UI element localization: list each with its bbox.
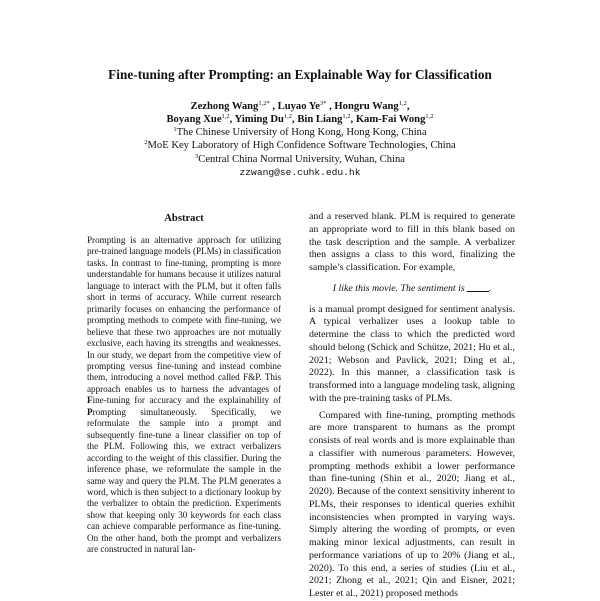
author-affil-mark: 1,2 [425,113,434,120]
affiliation-mark: 3 [195,152,199,160]
body-paragraph: is a manual prompt designed for sentiment analysis. A typical verbalizer uses a lookup table to determine the class to which the predicted word should belong (Schick and Schütze, 2021; Hu et al., 2021; Webson and Pavlick, 2021; Ding et al., 2022). In this manner, a classification task is transformed into a language modeling task, aligning with the pre-training tasks of PLMs. [309,303,515,404]
author-name: Hongru Wang [334,101,399,112]
author-affil-mark: 1,2 [398,100,407,107]
affiliation [0,139,600,152]
affiliation-text: Central China Normal University, Wuhan, China [198,153,405,165]
author-name: Zezhong Wang [190,101,259,112]
abstract-text-part: Prompting is an alternative approach for utilizing pre-trained language models (PLMs) in classification tasks. In contrast to fine-tuning, prompting is more understandable for humans because it utilizes natural language to interact with the PLM, but it often falls short in terms of accuracy. While current research primarily focuses on enhancing the performance of prompting methods to compete with fine-tuning, we believe that these two approaches are not mutually exclusive, each having its strengths and weaknesses. In our study, we depart from the competitive view of prompting versus fine-tuning and instead combine them, introducing a novel method called F&P. This approach enables us to harness the advantages of [87,235,281,394]
abstract-text-part: ine-tuning for accuracy and the explainability of [92,395,281,406]
author-name: Yiming Du [234,114,284,125]
prompt-blank [467,291,489,292]
affiliation [0,153,600,166]
author-name: Bin Liang [297,114,343,125]
paper-title: Fine-tuning after Prompting: an Explainable Way for Classification [108,67,492,82]
affiliation-mark: 1 [173,126,177,133]
author-name: Kam-Fai Wong [355,114,426,125]
author-name: Luyao Ye [277,101,320,112]
contact-email[interactable]: zzwang@se.cuhk.edu.hk [239,167,361,179]
author-affil-mark: 1,2 [283,113,293,120]
body-paragraph: Compared with fine-tuning, prompting methods are more transparent to humans as the prompt consists of real words and is more explainable than a classifier with numerous parameters. However, prompting methods exhibit a lower performance than fine-tuning (Shin et al., 2020; Jiang et al., 2020). Because of the context sensitivity inherent to PLMs, their responses to identical queries exhibit inconsistencies when prompted in varying ways. Simply altering the wording of prompts, or even making minor lexical adjustments, can result in performance variations of up to 20% (Jiang et al., 2020). To this end, a series of studies (Liu et al., 2021; Zhong et al., 2021; Qin and Eisner, 2021; Lester et al., 2021) proposed methods [309,409,515,599]
body-paragraph: and a reserved blank. PLM is required to generate an appropriate word to fill in this blank based on the task description and the sample. A verbalizer then assigns a class to this word, finalizing the sample’s classification. For example, [309,211,515,273]
author-affil-mark: 1,2* [258,100,270,107]
abstract-heading: Abstract [164,213,204,224]
author-list [0,100,600,126]
affiliation-text: The Chinese University of Hong Kong, Hong Kong, China [176,127,427,138]
author-name: Boyang Xue [166,114,222,125]
abstract-text-part: rompting simultaneously. Specifically, we reformulate the sample into a prompt and subsequently fine-tune a linear classifier on top of the PLM. Following this, we extract verbalizers according to the weight of this classifier. During the inference phase, we reformulate the sample in the same way and query the PLM. The PLM generates a word, which is then subject to a dictionary lookup by the verbalizer to obtain the prediction. Experiments show that keeping only 30 keywords for each class can achieve comparable performance as fine-tuning. On the other hand, both the prompt and verbalizers are constructed in natural lan- [87,406,281,555]
abstract-emphasis: P [87,406,93,417]
affiliation [0,126,600,139]
author-line-1: Zezhong Wang$^{1,2*}$ , Luyao $Ye^{3*}$ , Hongru Wang$^{1,2}$, [190,100,410,112]
author-affil-mark: 3* [319,100,327,107]
author-affil-mark: 1,2 [221,113,230,120]
body-column-right [309,211,515,601]
prompt-example: I like this movie. The sentiment is . [332,282,492,294]
affiliation-text: MoE Key Laboratory of High Confidence Software Technologies, China [147,140,456,152]
affiliation-list [0,126,600,180]
abstract-text [87,235,281,556]
author-line-2: Boyang Xue$^{1,2}$, Yiming Du$^{1,2}$, Bin Liang$^{1,2}$, Kam-Fai Wong$^{1,2}$ [166,113,434,125]
abstract-emphasis: F [87,395,93,406]
affiliation-mark: 2 [144,139,148,147]
author-affil-mark: 1,2 [342,113,351,120]
prompt-example-text: I like this movie. The sentiment is [332,282,465,294]
